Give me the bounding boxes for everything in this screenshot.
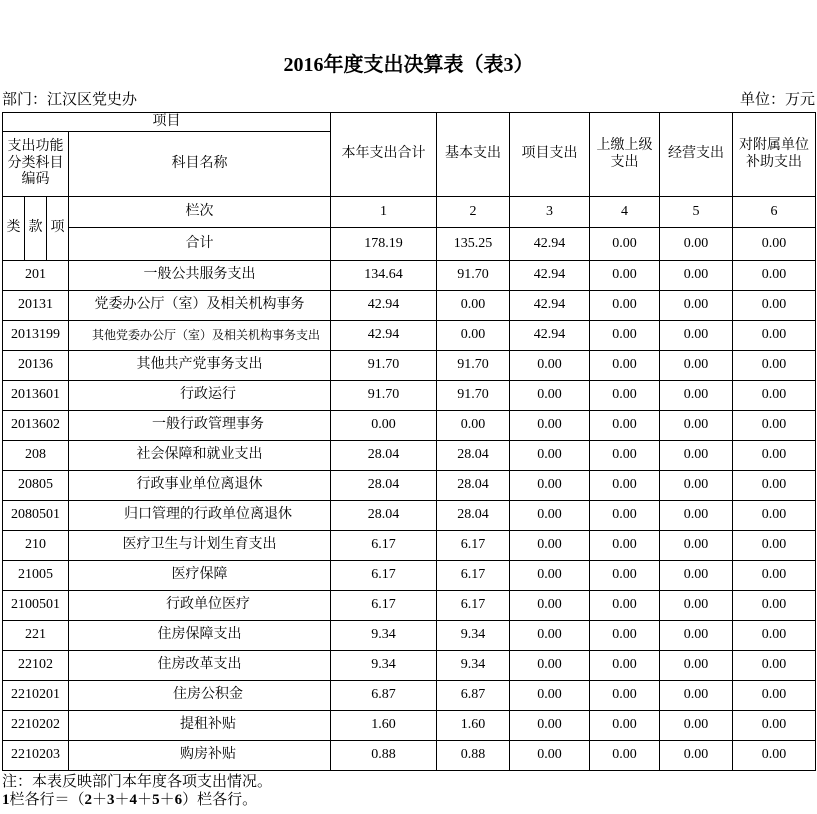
row-value: 91.70 xyxy=(437,381,510,411)
row-value: 6.87 xyxy=(437,681,510,711)
row-value: 0.00 xyxy=(510,471,590,501)
row-value: 91.70 xyxy=(437,261,510,291)
row-code: 210 xyxy=(3,531,69,561)
row-value: 0.00 xyxy=(590,411,660,441)
row-value: 0.00 xyxy=(660,711,733,741)
row-value: 1.60 xyxy=(331,711,437,741)
header-col-project: 项目支出 xyxy=(510,113,590,197)
row-value: 0.00 xyxy=(733,381,816,411)
header-name-label: 科目名称 xyxy=(69,132,331,197)
row-code: 2210203 xyxy=(3,741,69,771)
header-item-group: 项目 xyxy=(3,113,331,132)
row-value: 0.00 xyxy=(590,471,660,501)
table-row xyxy=(3,621,816,651)
header-row-item xyxy=(3,113,816,132)
row-value: 28.04 xyxy=(437,441,510,471)
row-value: 0.00 xyxy=(510,591,590,621)
row-value: 134.64 xyxy=(331,261,437,291)
row-value: 28.04 xyxy=(437,501,510,531)
table-row xyxy=(3,531,816,561)
row-value: 0.00 xyxy=(510,501,590,531)
row-name: 其他党委办公厅（室）及相关机构事务支出 xyxy=(69,321,331,351)
row-name: 一般行政管理事务 xyxy=(69,411,331,441)
row-value: 0.00 xyxy=(660,651,733,681)
header-col-number-1: 1 xyxy=(331,197,437,228)
row-name: 一般公共服务支出 xyxy=(69,261,331,291)
unit-label: 单位：万元 xyxy=(739,92,815,108)
expenditure-table xyxy=(2,112,816,771)
table-row xyxy=(3,651,816,681)
row-value: 0.00 xyxy=(733,651,816,681)
row-name: 提租补贴 xyxy=(69,711,331,741)
table-row xyxy=(3,351,816,381)
row-name: 行政单位医疗 xyxy=(69,591,331,621)
row-value: 0.00 xyxy=(733,681,816,711)
row-value: 0.00 xyxy=(590,351,660,381)
row-code: 208 xyxy=(3,441,69,471)
row-value: 0.88 xyxy=(331,741,437,771)
row-value: 0.00 xyxy=(660,621,733,651)
row-value: 0.00 xyxy=(733,621,816,651)
meta-row xyxy=(2,91,815,109)
row-value: 0.00 xyxy=(510,561,590,591)
page-title: 2016年度支出决算表（表3） xyxy=(283,54,534,76)
department-label: 部门：江汉区党史办 xyxy=(2,92,138,108)
row-value: 0.00 xyxy=(510,531,590,561)
row-value: 6.17 xyxy=(331,591,437,621)
row-name: 住房公积金 xyxy=(69,681,331,711)
note-description: 注：本表反映部门本年度各项支出情况。 xyxy=(2,774,273,790)
row-value: 0.00 xyxy=(590,441,660,471)
table-row xyxy=(3,741,816,771)
row-code: 2013601 xyxy=(3,381,69,411)
row-value: 0.00 xyxy=(733,561,816,591)
row-name: 住房保障支出 xyxy=(69,621,331,651)
row-value: 0.00 xyxy=(590,741,660,771)
row-value: 0.00 xyxy=(660,381,733,411)
row-value: 91.70 xyxy=(331,381,437,411)
header-code-label: 支出功能分类科目编码 xyxy=(3,132,69,197)
row-value: 0.00 xyxy=(510,621,590,651)
total-row-value: 0.00 xyxy=(590,228,660,261)
row-value: 9.34 xyxy=(331,651,437,681)
table-row xyxy=(3,441,816,471)
row-value: 0.00 xyxy=(590,681,660,711)
row-code: 20131 xyxy=(3,291,69,321)
row-name: 其他共产党事务支出 xyxy=(69,351,331,381)
table-head xyxy=(3,113,816,261)
row-value: 0.00 xyxy=(590,561,660,591)
header-col-number-4: 4 xyxy=(590,197,660,228)
row-name: 购房补贴 xyxy=(69,741,331,771)
row-code: 2100501 xyxy=(3,591,69,621)
row-value: 0.00 xyxy=(510,711,590,741)
row-value: 1.60 xyxy=(437,711,510,741)
row-code: 201 xyxy=(3,261,69,291)
total-row-value: 42.94 xyxy=(510,228,590,261)
row-value: 0.00 xyxy=(510,651,590,681)
row-value: 42.94 xyxy=(331,321,437,351)
row-value: 6.17 xyxy=(437,561,510,591)
row-value: 0.00 xyxy=(733,591,816,621)
table-row xyxy=(3,381,816,411)
row-value: 0.00 xyxy=(590,501,660,531)
row-value: 0.00 xyxy=(660,291,733,321)
row-value: 0.00 xyxy=(733,531,816,561)
row-value: 0.00 xyxy=(660,321,733,351)
total-row-label: 合计 xyxy=(69,228,331,261)
row-value: 0.00 xyxy=(510,381,590,411)
row-code: 2013199 xyxy=(3,321,69,351)
table-body xyxy=(3,261,816,771)
row-value: 0.00 xyxy=(590,261,660,291)
row-value: 0.00 xyxy=(590,381,660,411)
row-value: 0.88 xyxy=(437,741,510,771)
row-value: 6.17 xyxy=(331,531,437,561)
table-row xyxy=(3,501,816,531)
row-value: 0.00 xyxy=(733,261,816,291)
row-value: 0.00 xyxy=(660,411,733,441)
table-row xyxy=(3,591,816,621)
row-value: 0.00 xyxy=(733,351,816,381)
table-row xyxy=(3,471,816,501)
header-col-number-3: 3 xyxy=(510,197,590,228)
row-value: 0.00 xyxy=(331,411,437,441)
row-code: 221 xyxy=(3,621,69,651)
row-value: 91.70 xyxy=(331,351,437,381)
total-row xyxy=(3,228,816,261)
header-col-number-2: 2 xyxy=(437,197,510,228)
row-value: 28.04 xyxy=(331,441,437,471)
row-value: 0.00 xyxy=(590,651,660,681)
row-code: 20136 xyxy=(3,351,69,381)
row-value: 0.00 xyxy=(510,441,590,471)
row-value: 0.00 xyxy=(590,591,660,621)
row-value: 0.00 xyxy=(590,291,660,321)
header-row-lanci xyxy=(3,197,816,228)
header-class-label: 类 xyxy=(3,197,25,261)
table-row xyxy=(3,291,816,321)
row-value: 0.00 xyxy=(733,711,816,741)
header-col-number-5: 5 xyxy=(660,197,733,228)
row-value: 0.00 xyxy=(510,681,590,711)
row-code: 20805 xyxy=(3,471,69,501)
row-value: 0.00 xyxy=(510,351,590,381)
row-value: 0.00 xyxy=(733,471,816,501)
row-value: 0.00 xyxy=(660,531,733,561)
table-row xyxy=(3,711,816,741)
row-value: 0.00 xyxy=(510,741,590,771)
table-row xyxy=(3,681,816,711)
header-col-number-6: 6 xyxy=(733,197,816,228)
row-value: 0.00 xyxy=(590,321,660,351)
table-row xyxy=(3,411,816,441)
row-name: 归口管理的行政单位离退休 xyxy=(69,501,331,531)
row-value: 0.00 xyxy=(590,711,660,741)
row-name: 住房改革支出 xyxy=(69,651,331,681)
row-value: 0.00 xyxy=(733,291,816,321)
row-value: 0.00 xyxy=(660,561,733,591)
total-row-value: 0.00 xyxy=(733,228,816,261)
row-value: 42.94 xyxy=(510,261,590,291)
row-value: 6.17 xyxy=(437,591,510,621)
row-value: 0.00 xyxy=(437,411,510,441)
row-code: 2080501 xyxy=(3,501,69,531)
header-lanci-label: 栏次 xyxy=(69,197,331,228)
row-value: 6.17 xyxy=(331,561,437,591)
row-value: 0.00 xyxy=(660,591,733,621)
notes-block xyxy=(2,773,817,809)
row-value: 0.00 xyxy=(660,441,733,471)
row-value: 0.00 xyxy=(660,681,733,711)
row-code: 21005 xyxy=(3,561,69,591)
table-row xyxy=(3,321,816,351)
row-name: 医疗保障 xyxy=(69,561,331,591)
row-value: 0.00 xyxy=(660,351,733,381)
row-name: 行政事业单位离退休 xyxy=(69,471,331,501)
total-row-value: 0.00 xyxy=(660,228,733,261)
row-value: 6.17 xyxy=(437,531,510,561)
table-row xyxy=(3,261,816,291)
row-name: 医疗卫生与计划生育支出 xyxy=(69,531,331,561)
table-row xyxy=(3,561,816,591)
header-col-annual-total: 本年支出合计 xyxy=(331,113,437,197)
row-value: 0.00 xyxy=(660,501,733,531)
total-row-value: 135.25 xyxy=(437,228,510,261)
header-col-basic: 基本支出 xyxy=(437,113,510,197)
row-code: 2210202 xyxy=(3,711,69,741)
row-value: 0.00 xyxy=(590,531,660,561)
row-value: 0.00 xyxy=(660,261,733,291)
row-value: 0.00 xyxy=(590,621,660,651)
row-value: 0.00 xyxy=(437,321,510,351)
row-value: 9.34 xyxy=(331,621,437,651)
row-value: 0.00 xyxy=(660,471,733,501)
header-section-label: 款 xyxy=(25,197,47,261)
row-value: 0.00 xyxy=(437,291,510,321)
note-formula: 1栏各行＝（2＋3＋4＋5＋6）栏各行。 xyxy=(2,792,258,808)
header-col-subsidiary: 对附属单位补助支出 xyxy=(733,113,816,197)
total-row-value: 178.19 xyxy=(331,228,437,261)
row-value: 28.04 xyxy=(331,471,437,501)
row-name: 党委办公厅（室）及相关机构事务 xyxy=(69,291,331,321)
row-value: 0.00 xyxy=(660,741,733,771)
row-value: 0.00 xyxy=(733,741,816,771)
header-subitem-label: 项 xyxy=(47,197,69,261)
row-value: 42.94 xyxy=(510,291,590,321)
row-value: 6.87 xyxy=(331,681,437,711)
row-name: 社会保障和就业支出 xyxy=(69,441,331,471)
header-col-operating: 经营支出 xyxy=(660,113,733,197)
row-value: 0.00 xyxy=(733,441,816,471)
row-value: 0.00 xyxy=(733,501,816,531)
row-value: 0.00 xyxy=(733,321,816,351)
row-code: 2210201 xyxy=(3,681,69,711)
row-value: 9.34 xyxy=(437,651,510,681)
row-value: 42.94 xyxy=(331,291,437,321)
row-value: 0.00 xyxy=(510,411,590,441)
row-value: 0.00 xyxy=(733,411,816,441)
row-code: 2013602 xyxy=(3,411,69,441)
row-value: 28.04 xyxy=(331,501,437,531)
header-col-paid-upper: 上缴上级支出 xyxy=(590,113,660,197)
row-value: 42.94 xyxy=(510,321,590,351)
row-name: 行政运行 xyxy=(69,381,331,411)
row-code: 22102 xyxy=(3,651,69,681)
row-value: 9.34 xyxy=(437,621,510,651)
row-value: 28.04 xyxy=(437,471,510,501)
row-value: 91.70 xyxy=(437,351,510,381)
